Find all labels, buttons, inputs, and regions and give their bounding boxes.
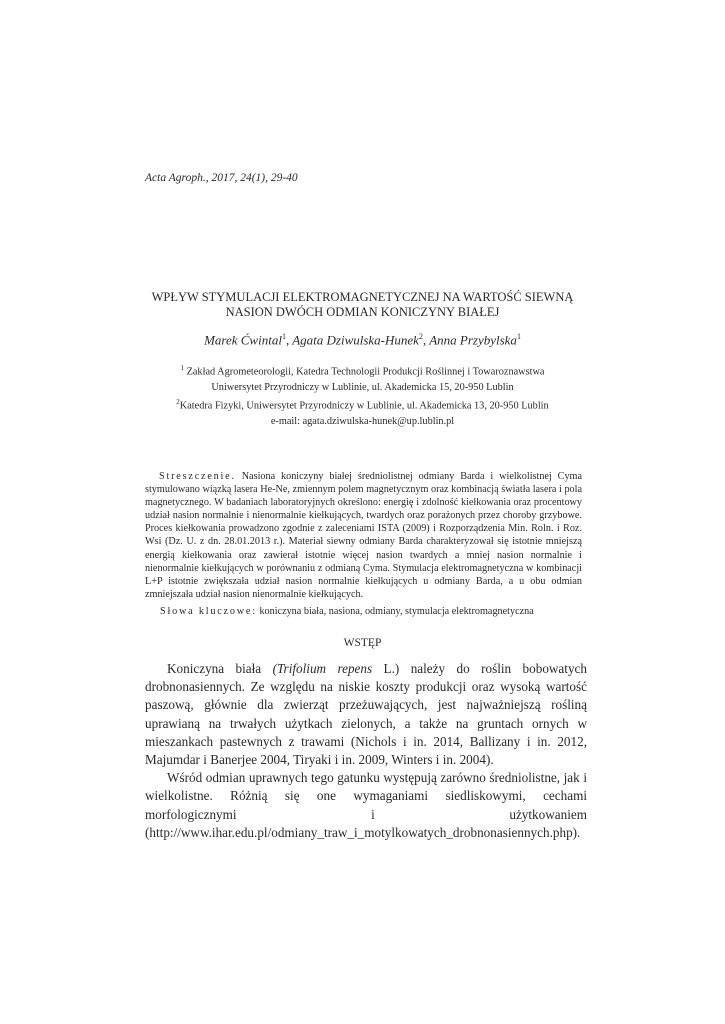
title-line-2: NASION DWÓCH ODMIAN KONICZYNY BIAŁEJ — [225, 305, 500, 319]
affiliation-2-line-1 — [100, 395, 625, 414]
paragraph-text: L.) należy do roślin bobowatych drobnonasiennych. Ze względu na niskie koszty produkcji oraz wysoką wartość paszową, głównie dla zwierząt przeżuwających, jest najważniejszą rośliną uprawianą na trwałych użytkach zielonych, a także na gruntach ornych w mieszankach pastewnych z trawami (Nichols i in. 2014, Ballizany i in. 2012, Majumdar i Banerjee 2004, Tiryaki i in. 2009, Winters i in. 2004). — [145, 661, 587, 768]
abstract-text: Nasiona koniczyny białej średniolistnej odmiany Barda i wielkolistnej Cyma stymulowano wiązką lasera He-Ne, zmiennym polem magnetycznym oraz kombinacją światła lasera i pola magnetycznego. W badaniach laboratoryjnych określono: energię i zdolność kiełkowania oraz procentowy udział nasion normalnie i nienormalnie kiełkujących, twardych oraz porażonych przez choroby grzybowe. Proces kiełkowania prowadzono zgodnie z zaleceniami ISTA (2009) i Rozporządzenia Min. Roln. i Roz. Wsi (Dz. U. z dn. 28.01.2013 r.). Materiał siewny odmiany Barda charakteryzował się istotnie mniejszą energią kiełkowania oraz zawierał istotnie więcej nasion twardych a mniej nasion normalnie i nienormalnie kiełkujących w porównaniu z odmianą Cyma. Stymulacja elektromagnetyczna w kombinacji L+P istotnie zwiększała udział nasion normalnie kiełkujących u odmiany Barda, a u obu odmian zmniejszała udział nasion nienormalnie kiełkujących. — [145, 471, 582, 600]
author-affiliation-mark: 2 — [418, 332, 423, 341]
paragraph-text: Koniczyna biała — [167, 661, 273, 676]
author-separator: , — [422, 332, 430, 348]
affiliation-text: Katedra Fizyki, Uniwersytet Przyrodniczy w Lublinie, ul. Akademicka 13, 20-950 Lublin — [179, 400, 549, 412]
paragraph-2: Wśród odmian uprawnych tego gatunku występują zarówno średniolistne, jak i wielkolistne. Różnią się one wymaganiami siedliskowymi, cechami morfologicznymi i użytkowaniem (http://www.ihar.edu.pl/odmiany_traw_i_motylkowatych_drobnonasiennych.php). — [145, 770, 587, 840]
author-separator: , — [285, 332, 293, 348]
affiliation-text: Zakład Agrometeorologii, Katedra Technologii Produkcji Roślinnej i Towaroznawstwa — [184, 366, 545, 378]
author-affiliation-mark: 1 — [516, 332, 521, 341]
abstract-lead: Streszczenie. — [159, 471, 236, 482]
contact-email: e-mail: agata.dziwulska-hunek@up.lublin.pl — [270, 416, 455, 428]
keywords-text: koniczyna biała, nasiona, odmiany, stymulacja elektromagnetyczna — [256, 606, 534, 617]
keywords — [160, 605, 590, 618]
affiliation-mark: 1 — [180, 364, 184, 372]
paper-title — [100, 290, 625, 320]
section-heading: WSTĘP — [343, 637, 382, 649]
body-text — [145, 660, 587, 842]
author-name: Agata Dziwulska-Hunek — [292, 332, 419, 348]
keywords-lead: Słowa kluczowe: — [160, 606, 257, 617]
affiliation-1-line-1 — [100, 361, 625, 380]
paragraph-1 — [145, 660, 587, 769]
title-line-1: WPŁYW STYMULACJI ELEKTROMAGNETYCZNEJ NA WARTOŚĆ SIEWNĄ — [151, 290, 574, 304]
journal-reference: Acta Agroph., 2017, 24(1), 29-40 — [145, 172, 298, 184]
affiliations — [100, 361, 625, 430]
author-name: Anna Przybylska — [429, 332, 517, 348]
abstract — [145, 470, 582, 601]
author-list — [100, 332, 625, 348]
author-affiliation-mark: 1 — [281, 332, 286, 341]
species-name: (Trifolium repens — [272, 661, 373, 676]
affiliation-mark: 2 — [176, 398, 180, 407]
author-name: Marek Ćwintal — [204, 332, 282, 348]
affiliation-1-line-2: Uniwersytet Przyrodniczy w Lublinie, ul. Akademicka 15, 20-950 Lublin — [211, 381, 514, 393]
